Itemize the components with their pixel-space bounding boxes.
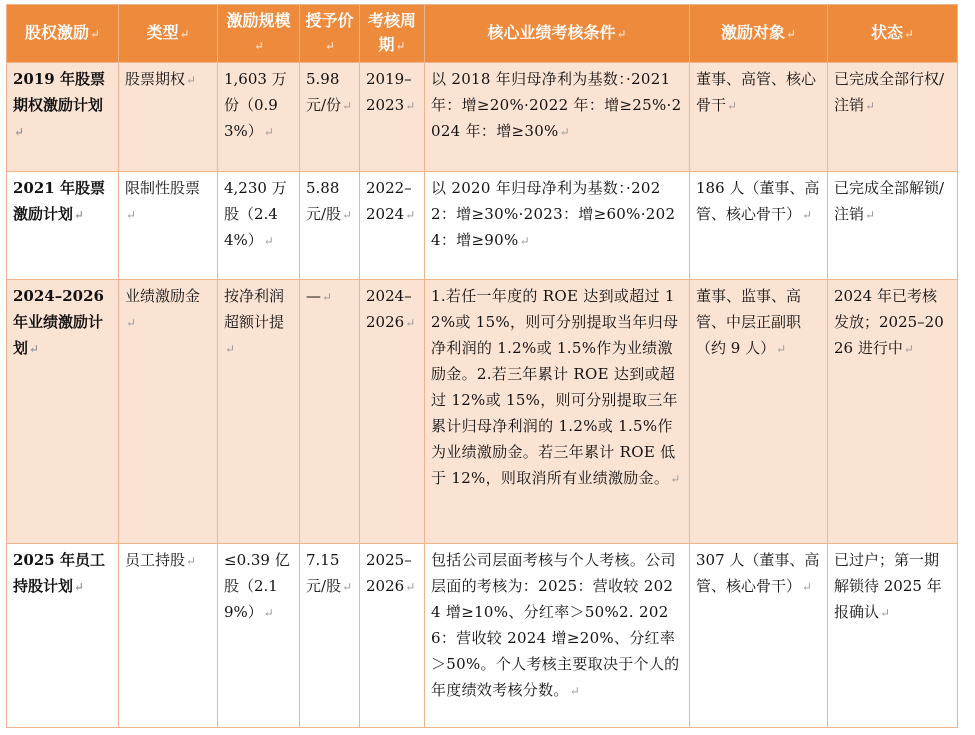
price-cell: 7.15 元/股↵ (300, 544, 360, 728)
header-plan: 股权激励↵ (7, 5, 119, 63)
type-cell: 业绩激励金↵ (119, 280, 218, 544)
period-cell: 2025–2026↵ (360, 544, 425, 728)
header-status: 状态↵ (828, 5, 958, 63)
price-cell: —↵ (300, 280, 360, 544)
targets-cell: 186 人（董事、高管、核心骨干）↵ (690, 172, 828, 280)
plan-name-cell: 2025 年员工持股计划↵ (7, 544, 119, 728)
scale-cell: 按净利润超额计提↵ (218, 280, 300, 544)
header-conditions: 核心业绩考核条件↵ (425, 5, 690, 63)
plan-name-cell: 2019 年股票期权激励计划↵ (7, 63, 119, 172)
status-cell: 已完成全部解锁/注销↵ (828, 172, 958, 280)
header-row (7, 5, 958, 63)
type-cell: 限制性股票↵ (119, 172, 218, 280)
period-cell: 2019–2023↵ (360, 63, 425, 172)
status-cell: 已完成全部行权/注销↵ (828, 63, 958, 172)
status-cell: 已过户；第一期解锁待 2025 年报确认↵ (828, 544, 958, 728)
incentive-plan-table (6, 4, 958, 728)
scale-cell: 1,603 万份（0.93%）↵ (218, 63, 300, 172)
scale-cell: ≤0.39 亿股（2.19%）↵ (218, 544, 300, 728)
type-cell: 股票期权↵ (119, 63, 218, 172)
table-row (7, 544, 958, 728)
targets-cell: 307 人（董事、高管、核心骨干）↵ (690, 544, 828, 728)
table-row (7, 63, 958, 172)
plan-name-cell: 2024–2026 年业绩激励计划↵ (7, 280, 119, 544)
header-targets: 激励对象↵ (690, 5, 828, 63)
type-cell: 员工持股↵ (119, 544, 218, 728)
header-scale: 激励规模↵ (218, 5, 300, 63)
table-row (7, 280, 958, 544)
header-type: 类型↵ (119, 5, 218, 63)
targets-cell: 董事、高管、核心骨干↵ (690, 63, 828, 172)
price-cell: 5.88 元/股↵ (300, 172, 360, 280)
targets-cell: 董事、监事、高管、中层正副职（约 9 人）↵ (690, 280, 828, 544)
period-cell: 2024–2026↵ (360, 280, 425, 544)
conditions-cell: 以 2018 年归母净利为基数：·2021 年：增≥20%·2022 年：增≥25%·2024 年：增≥30%↵ (425, 63, 690, 172)
scale-cell: 4,230 万股（2.44%）↵ (218, 172, 300, 280)
conditions-cell: 以 2020 年归母净利为基数：·2022：增≥30%·2023：增≥60%·2024：增≥90%↵ (425, 172, 690, 280)
table-row (7, 172, 958, 280)
period-cell: 2022–2024↵ (360, 172, 425, 280)
status-cell: 2024 年已考核发放；2025–2026 进行中↵ (828, 280, 958, 544)
conditions-cell: 包括公司层面考核与个人考核。公司层面的考核为：2025：营收较 2024 增≥10%、分红率＞50%2. 2026：营收较 2024 增≥20%、分红率＞50%。个人考核主要取决于个人的年度绩效考核分数。↵ (425, 544, 690, 728)
plan-name-cell: 2021 年股票激励计划↵ (7, 172, 119, 280)
header-period: 考核周期↵ (360, 5, 425, 63)
header-price: 授予价↵ (300, 5, 360, 63)
price-cell: 5.98 元/份↵ (300, 63, 360, 172)
conditions-cell: 1.若任一年度的 ROE 达到或超过 12%或 15%，则可分别提取当年归母净利润的 1.2%或 1.5%作为业绩激励金。2.若三年累计 ROE 达到或超过 12%或 15%，则可分别提取三年累计归母净利润的 1.2%或 1.5%作为业绩激励金。若三年累计 ROE 低于 12%，则取消所有业绩激励金。↵ (425, 280, 690, 544)
